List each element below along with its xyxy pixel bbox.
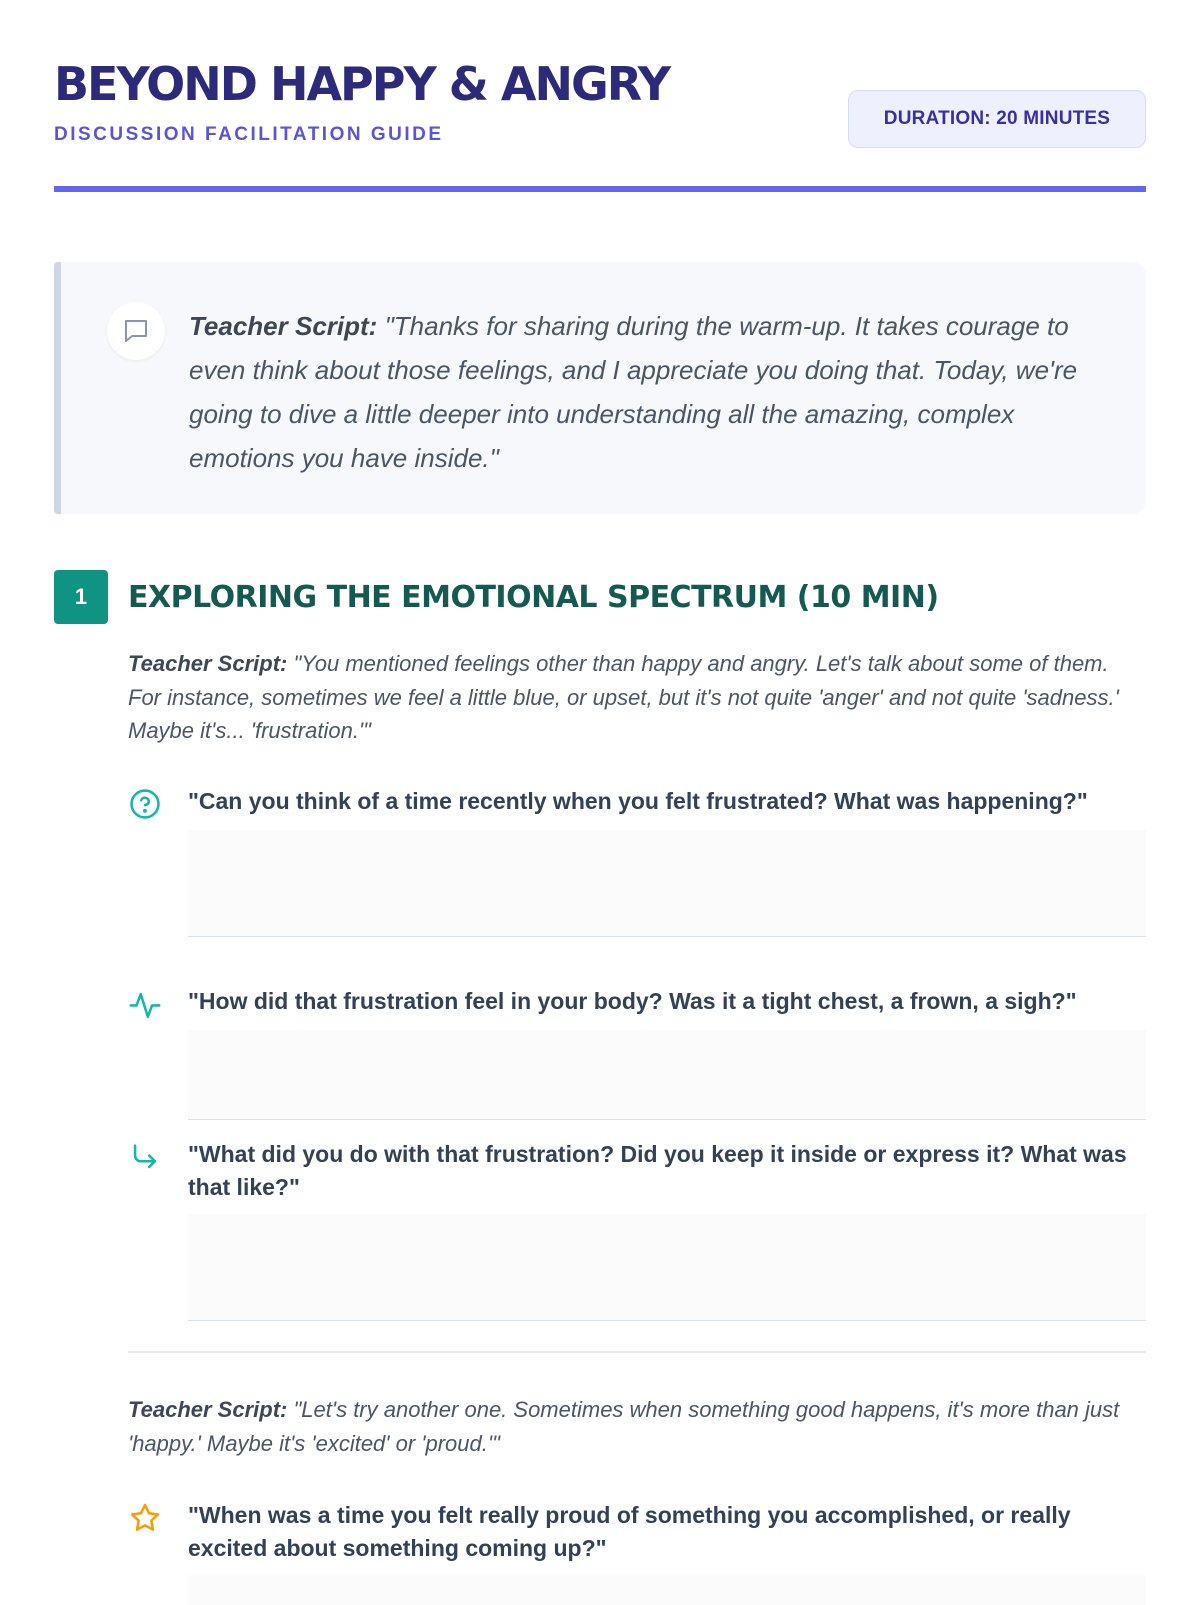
page-title: BEYOND HAPPY & ANGRY xyxy=(54,57,670,111)
script-label: Teacher Script: xyxy=(128,1397,288,1422)
intro-script-text xyxy=(189,304,1109,480)
script-label: Teacher Script: xyxy=(128,651,288,676)
star-icon xyxy=(128,1501,162,1535)
question-text: "Can you think of a time recently when you felt frustrated? What was happening?" xyxy=(188,788,1088,814)
speech-bubble-icon xyxy=(107,302,165,360)
duration-badge: DURATION: 20 MINUTES xyxy=(848,90,1146,148)
answer-area[interactable] xyxy=(188,830,1146,937)
teacher-script-1 xyxy=(128,647,1146,748)
answer-area[interactable] xyxy=(188,1030,1146,1120)
section-divider xyxy=(128,1351,1146,1353)
intro-script-card xyxy=(54,262,1146,514)
script-body: "Thanks for sharing during the warm-up. It takes courage to even think about those feelings, and I appreciate you doing that. Today, we're going to dive a little deeper into understanding all the amazing, complex emotions you have inside." xyxy=(189,311,1078,473)
answer-area[interactable] xyxy=(188,1214,1146,1321)
section-number: 1 xyxy=(54,570,108,624)
question-text: "When was a time you felt really proud of something you accomplished, or really excited about something coming up?" xyxy=(188,1502,1071,1561)
page-subtitle: DISCUSSION FACILITATION GUIDE xyxy=(54,124,444,145)
script-body: "Let's try another one. Sometimes when something good happens, it's more than just 'happy.' Maybe it's 'excited' or 'proud.'" xyxy=(128,1397,1120,1456)
script-body: "You mentioned feelings other than happy and angry. Let's talk about some of them. For instance, sometimes we feel a little blue, or upset, but it's not quite 'anger' and not quite 'sadness.' Maybe it's... 'frustration.'" xyxy=(128,651,1119,743)
activity-pulse-icon xyxy=(128,987,162,1021)
question-text: "What did you do with that frustration? Did you keep it inside or express it? What was that like?" xyxy=(188,1141,1127,1200)
answer-area[interactable] xyxy=(188,1575,1146,1605)
page-header xyxy=(54,0,1146,192)
section-heading xyxy=(54,570,939,624)
question-text: "How did that frustration feel in your body? Was it a tight chest, a frown, a sigh?" xyxy=(188,988,1077,1014)
section-title: EXPLORING THE EMOTIONAL SPECTRUM (10 MIN) xyxy=(128,579,939,615)
question-circle-icon xyxy=(128,787,162,821)
teacher-script-2 xyxy=(128,1393,1146,1460)
script-label: Teacher Script: xyxy=(189,311,378,341)
corner-down-right-arrow-icon xyxy=(128,1140,162,1174)
